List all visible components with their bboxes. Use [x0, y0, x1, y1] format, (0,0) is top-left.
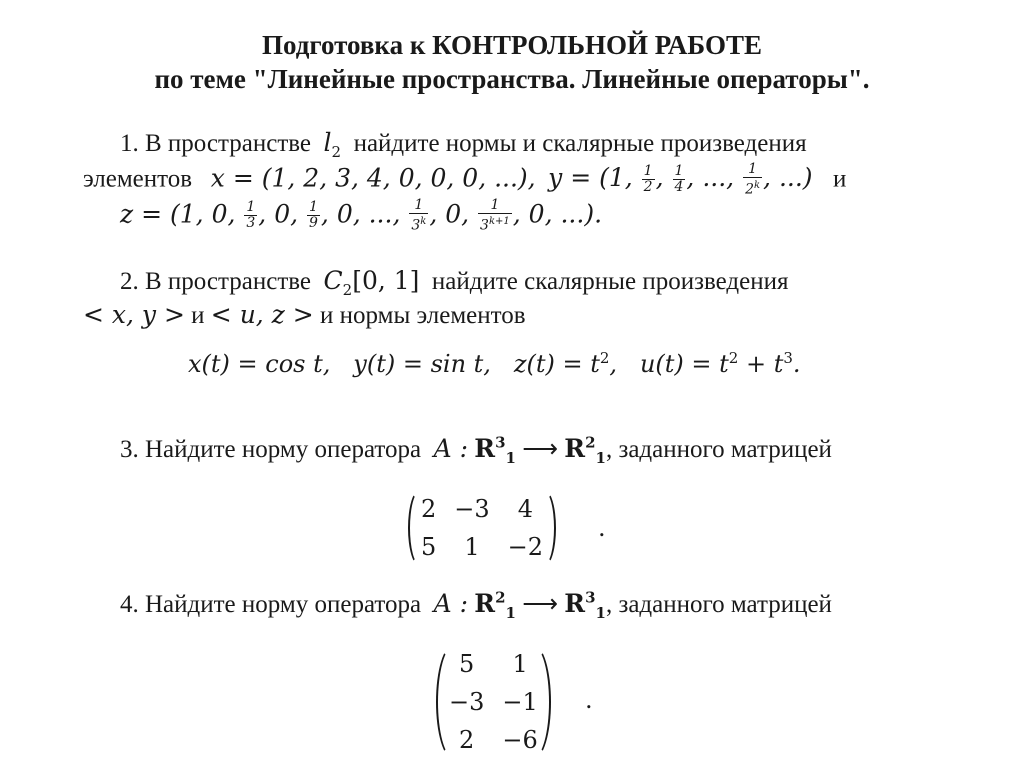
matrix-cell: 1 [464, 533, 480, 561]
matrix-cell: 5 [459, 650, 475, 678]
task3-end-period: . [598, 514, 606, 542]
matrix-cell: 2 [421, 495, 437, 523]
task1-y-sequence: y = (1, $\frac{1}{2}$ , $\frac{1}{4}$ , ..., $\frac{1}{2^k}$ , ...) [548, 161, 813, 198]
task4-arrow: ⟶ [522, 591, 559, 618]
task2-functions [188, 350, 801, 378]
task4-instruction: , заданного матрицей [605, 591, 832, 618]
task1-z-sequence: z = (1, 0, $\frac{1}{3}$ , 0, $\frac{1}{9}$ , 0, ..., $\frac{1}{3^k}$ , 0, $\frac{1}{3^{k+1}}$ , 0, ...). [120, 197, 603, 234]
task4-domain: $R^2_1$ [474, 588, 516, 622]
task1-and: и [833, 165, 847, 193]
task4-matrix [440, 645, 547, 759]
task1-intro: 1. В пространстве [120, 130, 312, 157]
task3-operator: A : [433, 434, 469, 463]
task1-line1 [120, 128, 807, 161]
task2-pair-uz: < u, z > [210, 300, 314, 329]
matrix-cell: −1 [502, 688, 538, 716]
task2-line1 [120, 266, 789, 299]
matrix-cell: −2 [507, 533, 544, 561]
page-title-line-2: по теме "Линейные пространства. Линейные операторы". [154, 64, 870, 94]
matrix-cell: 1 [512, 650, 528, 678]
task4-operator: A : [433, 589, 469, 618]
matrix-cell: −6 [502, 726, 538, 754]
matrix-cell: 5 [421, 533, 437, 561]
task1-elements-label: элементов [83, 165, 193, 193]
task1-instruction: найдите нормы и скалярные произведения [353, 130, 807, 157]
task2-pair-xy: < x, y > [83, 300, 185, 329]
task1-line2 [83, 162, 846, 198]
task2-z-fn: $z(t) = t^2$, [513, 349, 618, 378]
task3-arrow: ⟶ [522, 436, 559, 463]
matrix-cell: −3 [449, 688, 485, 716]
task2-space: $C_2[0$, 1] [323, 266, 420, 299]
task3-matrix [412, 490, 552, 566]
left-paren [408, 490, 426, 566]
left-paren [436, 645, 454, 759]
task2-line2 [83, 300, 526, 330]
task2-u-fn: $u(t) = t^2 + t^3$. [639, 349, 801, 378]
task2-x-fn: x(t) = cos t, [188, 350, 331, 378]
task2-y-fn: y(t) = sin t, [353, 350, 491, 378]
task2-and: и [191, 302, 205, 329]
task1-space: $l_2$ [323, 128, 342, 161]
matrix-cell: 4 [517, 495, 533, 523]
task4-line [120, 588, 832, 622]
task4-intro: 4. Найдите норму оператора [120, 591, 422, 618]
task2-norms-label: и нормы элементов [320, 302, 526, 329]
matrix-cell: 2 [459, 726, 475, 754]
task4-end-period: . [585, 686, 593, 714]
right-paren [533, 645, 551, 759]
page-title-line-1: Подготовка к КОНТРОЛЬНОЙ РАБОТЕ [262, 30, 762, 60]
task3-domain: $R^3_1$ [474, 433, 516, 467]
task2-intro: 2. В пространстве [120, 268, 312, 295]
right-paren [538, 490, 556, 566]
task1-x-sequence: x = (1, 2, 3, 4, 0, 0, 0, ...), [210, 163, 536, 193]
task3-instruction: , заданного матрицей [605, 436, 832, 463]
task2-instruction: найдите скалярные произведения [431, 268, 789, 295]
task3-line [120, 433, 832, 467]
matrix-cell: −3 [454, 495, 490, 523]
task3-codomain: $R^2_1$ [564, 433, 606, 467]
task4-codomain: $R^3_1$ [564, 588, 606, 622]
task3-intro: 3. Найдите норму оператора [120, 436, 422, 463]
